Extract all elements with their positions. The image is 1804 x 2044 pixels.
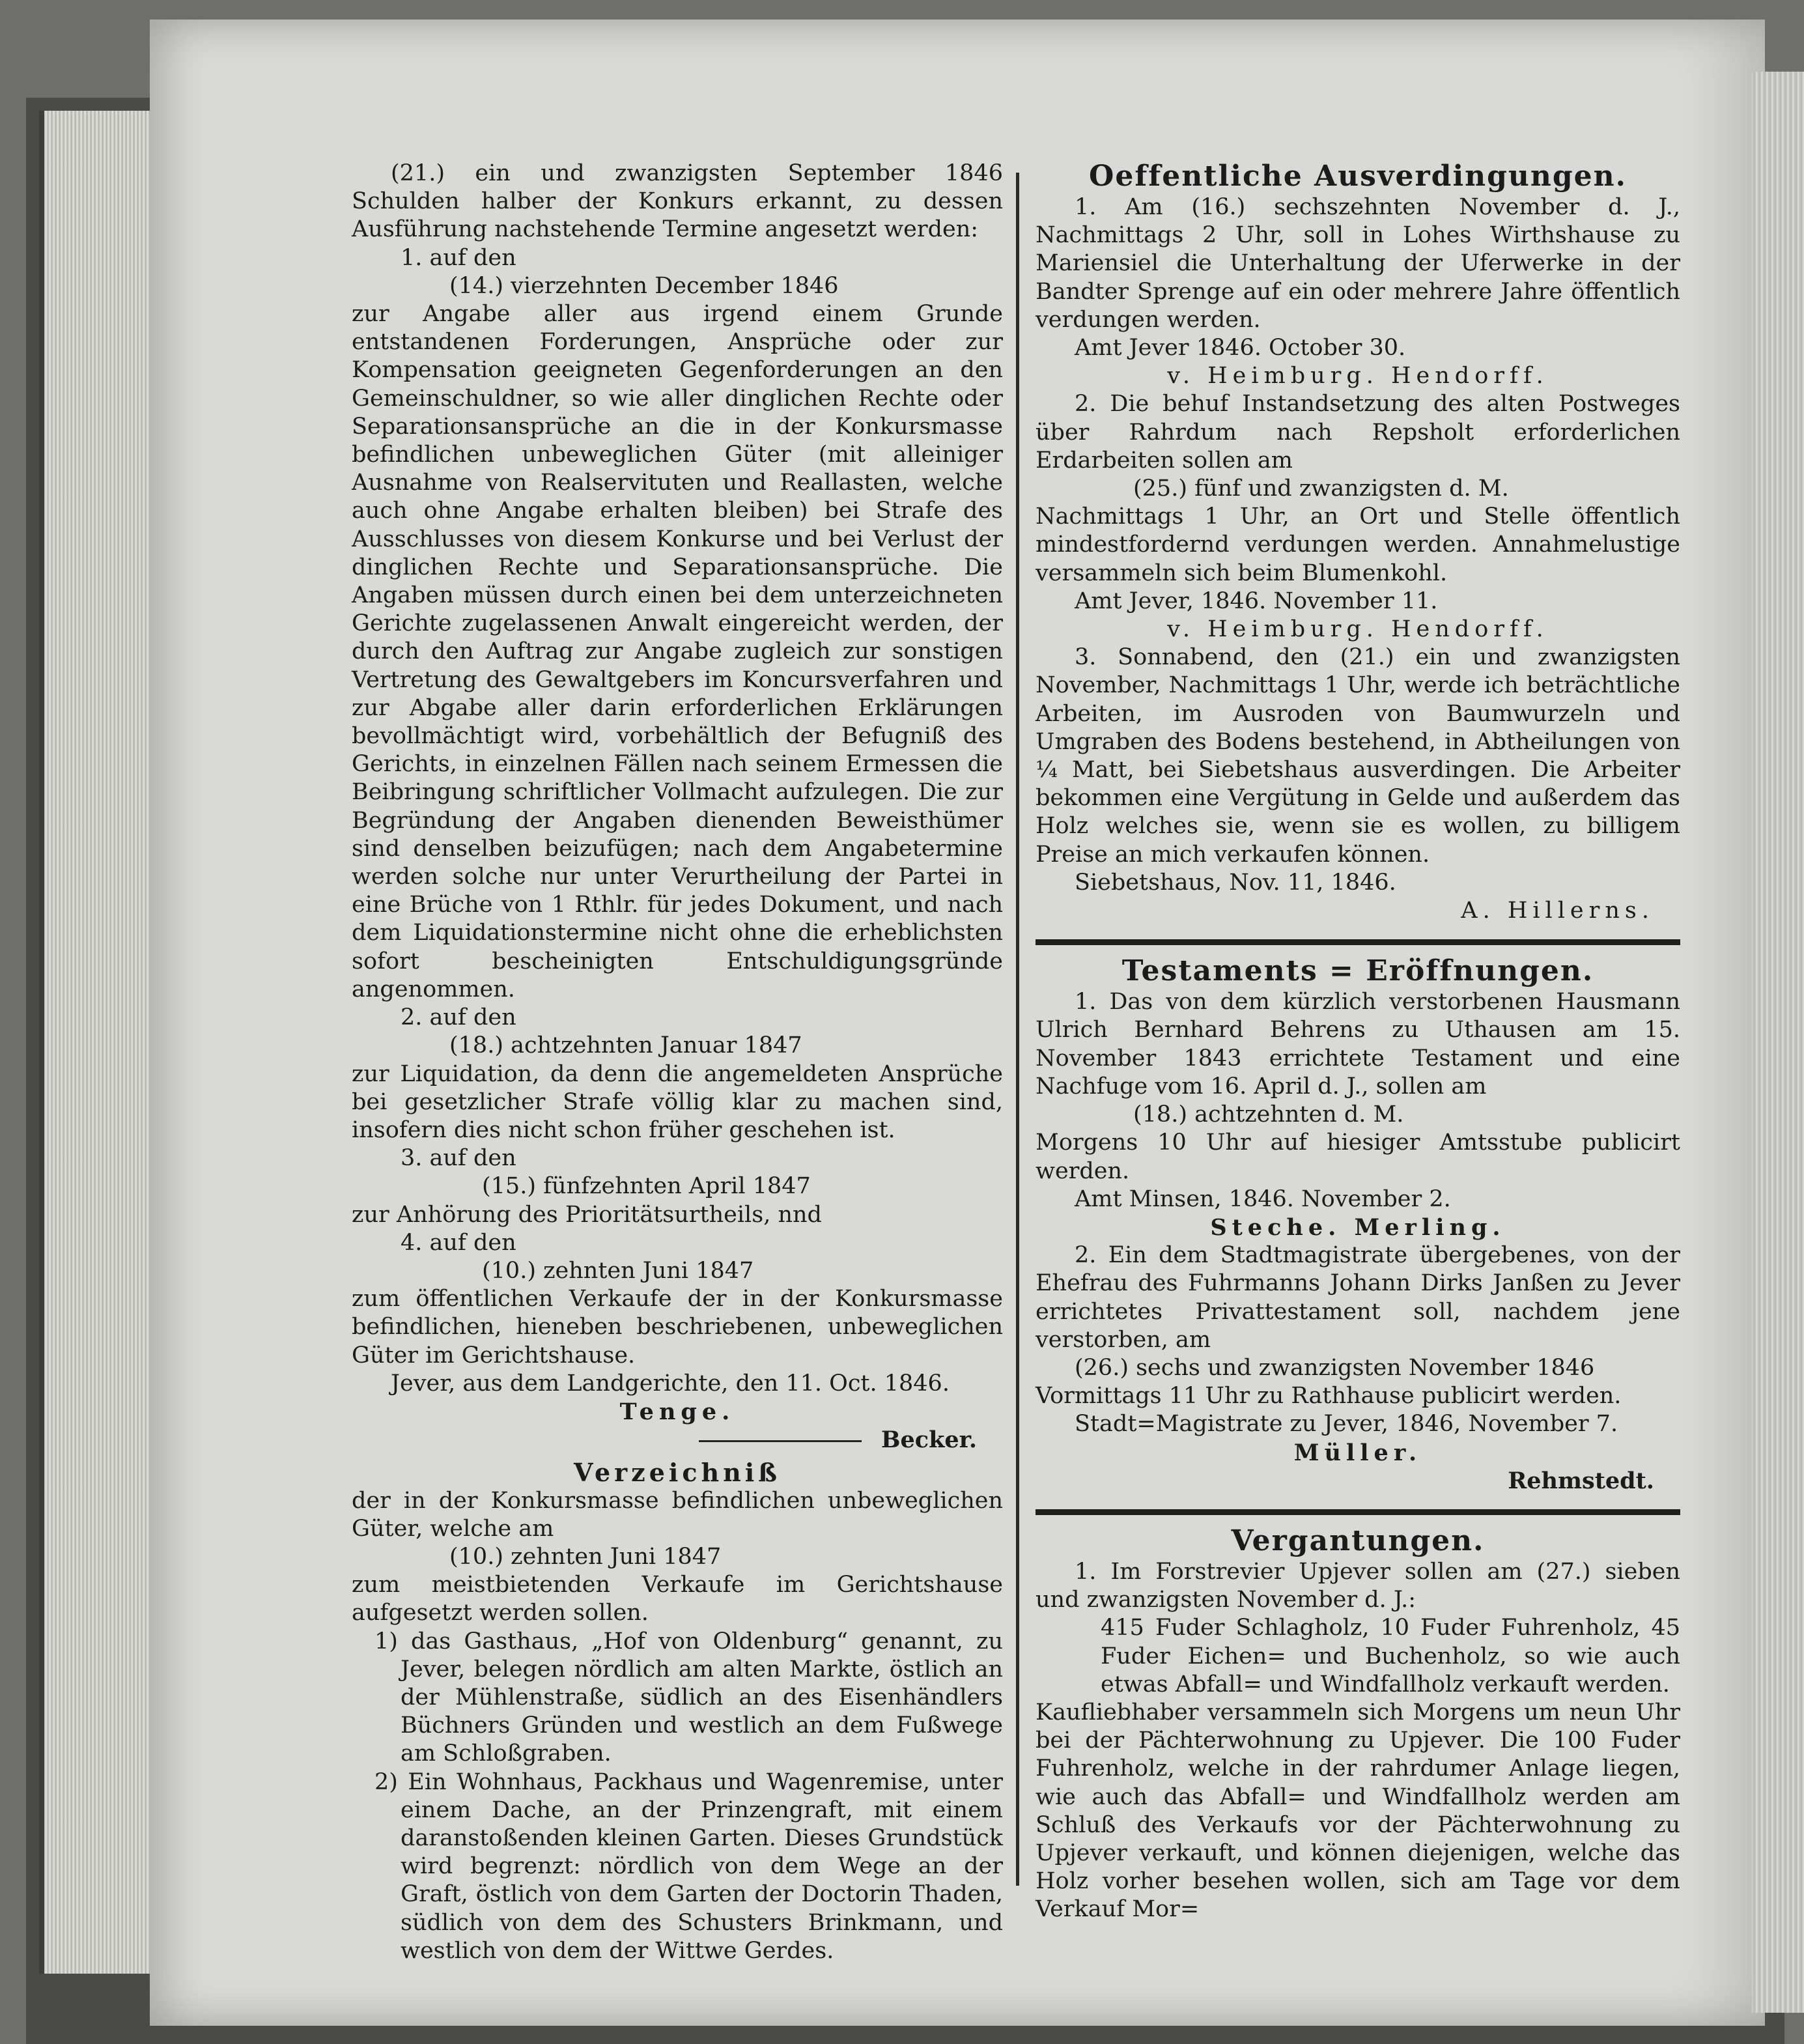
- paragraph: Kaufliebhaber versammeln sich Morgens um neun Uhr bei der Pächterwohnung zu Upjever. Die 100 Fuder Fuhrenholz, welche in der rahrdumer Anlage liegen, wie auch das Abfall= und Windfallholz werden am Schluß des Verkaufs vor der Pächterwohnung zu Upjever verkauft, und können diejenigen, welche das Holz vorher besehen wollen, sich am Tage vor dem Verkauf Mor=: [1036, 1699, 1680, 1923]
- paragraph: 1. Im Forstrevier Upjever sollen am (27.) sieben und zwanzigsten November d. J.:: [1036, 1558, 1680, 1613]
- signature: Tenge.: [619, 1398, 735, 1425]
- paragraph: Nachmittags 1 Uhr, an Ort und Stelle öffentlich mindestfordernd verdungen werden. Annahmelustige versammeln sich beim Blumenkohl.: [1036, 504, 1680, 586]
- signature-rule: [699, 1440, 862, 1442]
- term-date: (10.) zehnten Juni 1847: [449, 1543, 722, 1570]
- right-page-edge: [1752, 72, 1804, 2013]
- term-date: (18.) achtzehnten d. M.: [1133, 1101, 1404, 1128]
- term-label: 1. auf den: [401, 244, 516, 271]
- signature: v. Heimburg. Hendorff.: [1167, 363, 1549, 390]
- signature: Steche. Merling.: [1210, 1214, 1506, 1241]
- list-item: 415 Fuder Schlagholz, 10 Fuder Fuhrenholz, 45 Fuder Eichen= und Buchenholz, so wie auch etwas Abfall= und Windfallholz verkauft werden.: [1101, 1615, 1680, 1697]
- paragraph: zur Anhörung des Prioritätsurtheils, nnd: [352, 1201, 822, 1228]
- term-label: 4. auf den: [401, 1229, 516, 1256]
- left-column: [352, 160, 1003, 1965]
- paragraph: 2. Die behuf Instandsetzung des alten Postweges über Rahrdum nach Repsholt erforderlichen Erdarbeiten sollen am: [1036, 391, 1680, 474]
- signature: A. Hillerns.: [1461, 898, 1654, 924]
- paragraph: 2. Ein dem Stadtmagistrate übergebenes, von der Ehefrau des Fuhrmanns Johann Dirks Janßen zu Jever errichtetes Privattestament soll, nachdem jene verstorben, am: [1036, 1242, 1680, 1353]
- place-date: Jever, aus dem Landgerichte, den 11. Oct. 1846.: [391, 1370, 950, 1397]
- page-block-edge: [39, 111, 155, 1974]
- list-item: 2) Ein Wohnhaus, Packhaus und Wagenremise, unter einem Dache, an der Prinzengraft, mit einem daranstoßenden kleinen Garten. Dieses Grundstück wird begrenzt: nördlich von dem Wege an der Graft, östlich von dem Garten der Doctorin Thaden, südlich von dem des Schusters Brinkmann, und westlich von dem der Wittwe Gerdes.: [374, 1768, 1003, 1964]
- section-heading: Oeffentliche Ausverdingungen.: [1089, 160, 1627, 193]
- paragraph: zum öffentlichen Verkaufe der in der Konkursmasse befindlichen, hieneben beschriebenen, unbeweglichen Güter im Gerichtshause.: [352, 1286, 1003, 1369]
- term-label: 2. auf den: [401, 1004, 516, 1031]
- section-rule: [1036, 939, 1680, 945]
- place-date: Amt Minsen, 1846. November 2.: [1075, 1185, 1451, 1212]
- signature: Becker.: [881, 1427, 977, 1454]
- paragraph: (21.) ein und zwanzigsten September 1846 Schulden halber der Konkurs erkannt, zu dessen Ausführung nachstehende Termine angesetzt werden:: [352, 160, 1003, 243]
- term-date: (25.) fünf und zwanzigsten d. M.: [1133, 476, 1509, 502]
- paragraph: Morgens 10 Uhr auf hiesiger Amtsstube publicirt werden.: [1036, 1129, 1680, 1184]
- section-heading: Verzeichniß: [573, 1458, 782, 1488]
- signature: v. Heimburg. Hendorff.: [1167, 616, 1549, 643]
- signature: Müller.: [1293, 1439, 1422, 1466]
- term-date: (26.) sechs und zwanzigsten November 1846: [1075, 1354, 1595, 1381]
- term-date: (10.) zehnten Juni 1847: [482, 1257, 754, 1284]
- place-date: Stadt=Magistrate zu Jever, 1846, November 7.: [1075, 1411, 1618, 1438]
- paragraph: 1. Am (16.) sechszehnten November d. J., Nachmittags 2 Uhr, soll in Lohes Wirthshause zu Mariensiel die Unterhaltung der Uferwerke in der Bandter Sprenge auf ein oder mehrere Jahre öffentlich verdungen werden.: [1036, 194, 1680, 333]
- paragraph: zur Angabe aller aus irgend einem Grunde entstandenen Forderungen, Ansprüche oder zur Kompensation geeigneten Gegenforderungen an den Gemeinschuldner, so wie aller dinglichen Rechte oder Separationsansprüche an die in der Konkursmasse befindlichen unbeweglichen Güter (mit alleiniger Ausnahme von Realservituten und Reallasten, welche auch ohne Angabe erhalten bleiben) bei Strafe des Ausschlusses von diesem Konkurse und bei Verlust der dinglichen Rechte und Separationsansprüche. Die Angaben müssen durch einen bei dem unterzeichneten Gerichte zugelassenen Anwalt eingereicht werden, der durch den Auftrag zur Angabe zugleich zur sonstigen Vertretung des Gewaltgebers im Koncursverfahren und zur Abgabe aller darin erforderlichen Erklärungen bevollmächtigt wird, vorbehältlich der Befugniß des Gerichts, in einzelnen Fällen nach seinem Ermessen die Beibringung schriftlicher Vollmacht aufzulegen. Die zur Begründung der Angaben dienenden Beweisthümer sind denselben beizufügen; nach dem Angabetermine werden solche nur unter Verurtheilung der Partei in eine Brüche von 1 Rthlr. für jedes Dokument, und nach dem Liquidationstermine nicht ohne die erheblichsten sofort bescheinigten Entschuldigungsgründe angenommen.: [352, 301, 1003, 1002]
- section-heading: Vergantungen.: [1231, 1524, 1485, 1557]
- paragraph: Vormittags 11 Uhr zu Rathhause publicirt werden.: [1036, 1383, 1622, 1410]
- paragraph: zum meistbietenden Verkaufe im Gerichtshause aufgesetzt werden sollen.: [352, 1572, 1003, 1626]
- paragraph: 1. Das von dem kürzlich verstorbenen Hausmann Ulrich Bernhard Behrens zu Uthausen am 15. November 1843 errichtete Testament und eine Nachfuge vom 16. April d. J., sollen am: [1036, 989, 1680, 1100]
- place-date: Amt Jever 1846. October 30.: [1075, 335, 1406, 362]
- list-item: 1) das Gasthaus, „Hof von Oldenburg“ genannt, zu Jever, belegen nördlich am alten Markte, östlich an der Mühlenstraße, südlich an des Eisenhändlers Büchners Gründen und westlich an dem Fußwege am Schloßgraben.: [374, 1628, 1003, 1767]
- column-divider: [1016, 173, 1019, 1886]
- section-heading: Testaments = Eröffnungen.: [1121, 954, 1594, 988]
- signature-line: [352, 1426, 1003, 1455]
- right-column: [1036, 160, 1680, 1924]
- term-date: (18.) achtzehnten Januar 1847: [449, 1032, 802, 1059]
- term-date: (15.) fünfzehnten April 1847: [482, 1173, 811, 1200]
- signature: Rehmstedt.: [1508, 1467, 1654, 1494]
- paragraph: zur Liquidation, da denn die angemeldeten Ansprüche bei gesetzlicher Strafe völlig klar zu machen sind, insofern dies nicht schon früher geschehen ist.: [352, 1060, 1003, 1143]
- term-label: 3. auf den: [401, 1145, 516, 1172]
- paragraph: 3. Sonnabend, den (21.) ein und zwanzigsten November, Nachmittags 1 Uhr, werde ich beträchtliche Arbeiten, im Ausroden von Baumwurzeln und Umgraben des Bodens bestehend, in Abtheilungen von ¼ Matt, bei Siebetshaus ausverdingen. Die Arbeiter bekommen eine Vergütung in Gelde und außerdem das Holz welches sie, wenn sie es wollen, zu billigem Preise an mich verkaufen können.: [1036, 644, 1680, 868]
- term-date: (14.) vierzehnten December 1846: [449, 272, 839, 299]
- section-rule: [1036, 1509, 1680, 1515]
- place-date: Siebetshaus, Nov. 11, 1846.: [1075, 869, 1396, 896]
- paragraph: der in der Konkursmasse befindlichen unbeweglichen Güter, welche am: [352, 1487, 1003, 1542]
- place-date: Amt Jever, 1846. November 11.: [1075, 588, 1438, 614]
